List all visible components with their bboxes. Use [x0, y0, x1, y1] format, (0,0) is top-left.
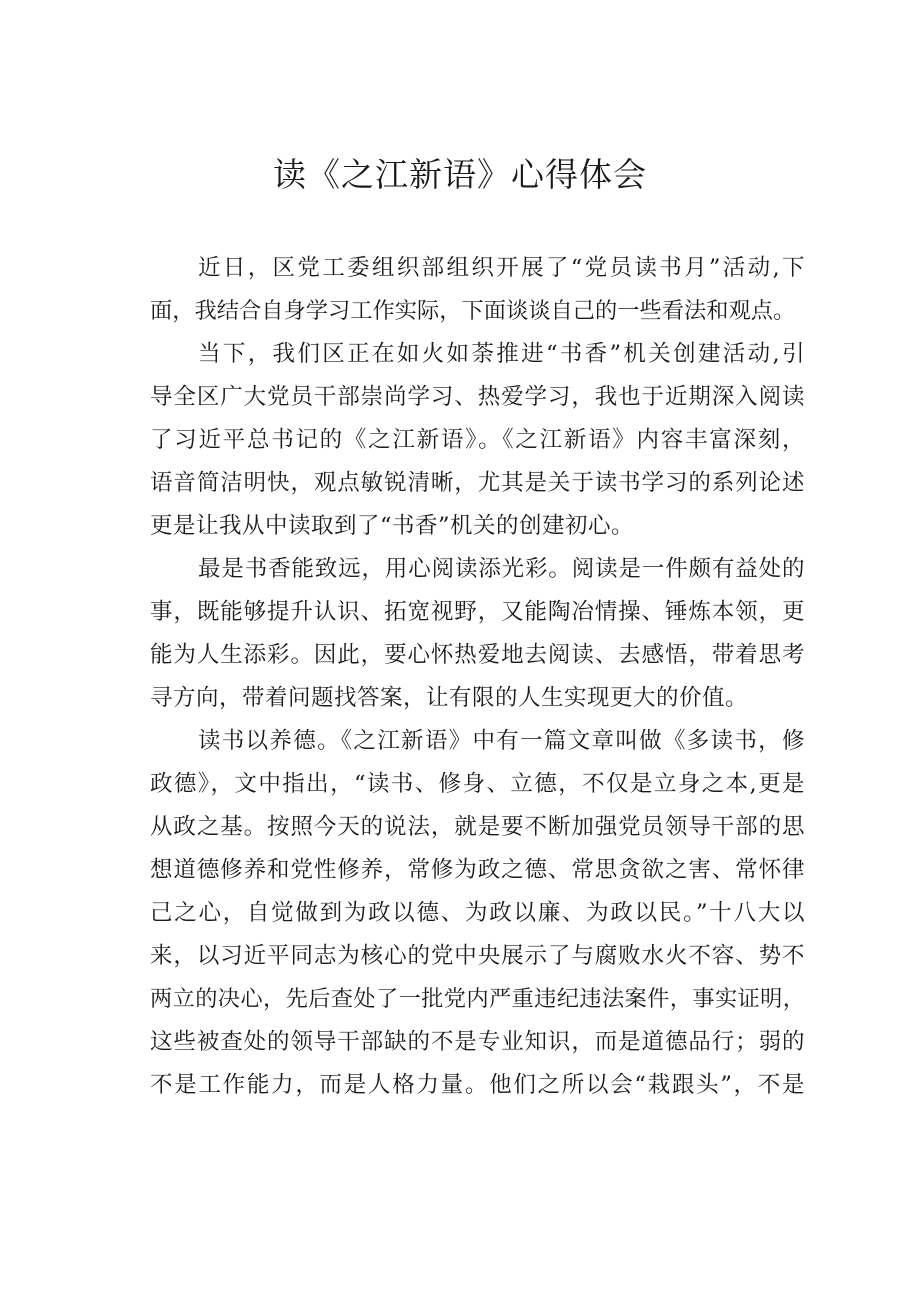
- paragraph-4-line-7: 两立的决心，先后查处了一批党内严重违纪违法案件，事实证明，: [150, 986, 805, 1012]
- paragraph-4-line-9: 不是工作能力，而是人格力量。他们之所以会“栽跟头”，不是: [150, 1072, 805, 1098]
- paragraph-2-line-3: 了习近平总书记的《之江新语》。《之江新语》内容丰富深刻，: [150, 427, 805, 453]
- paragraph-4-line-4: 想道德修养和党性修养，常修为政之德、常思贪欲之害、常怀律: [150, 857, 805, 883]
- paragraph-3-line-2: 事，既能够提升认识、拓宽视野，又能陶冶情操、锤炼本领，更: [150, 599, 805, 625]
- paragraph-3-line-3: 能为人生添彩。因此，要心怀热爱地去阅读、去感悟，带着思考: [150, 642, 805, 668]
- paragraph-4-line-3: 从政之基。按照今天的说法，就是要不断加强党员领导干部的思: [150, 814, 805, 840]
- paragraph-2-line-5: 更是让我从中读取到了“书香”机关的创建初心。: [150, 513, 635, 539]
- paragraph-4-line-8: 这些被查处的领导干部缺的不是专业知识，而是道德品行；弱的: [150, 1029, 805, 1055]
- paragraph-4-line-6: 来，以习近平同志为核心的党中央展示了与腐败水火不容、势不: [150, 943, 805, 969]
- paragraph-2-line-1: 当下，我们区正在如火如荼推进“书香”机关创建活动,引: [198, 341, 805, 367]
- paragraph-1-line-2: 面，我结合自身学习工作实际，下面谈谈自己的一些看法和观点。: [150, 298, 796, 324]
- paragraph-2-line-2: 导全区广大党员干部崇尚学习、热爱学习，我也于近期深入阅读: [150, 384, 805, 410]
- paragraph-1-line-1: 近日，区党工委组织部组织开展了“党员读书月”活动,下: [198, 255, 805, 281]
- paragraph-4-line-5: 己之心，自觉做到为政以德、为政以廉、为政以民。”十八大以: [150, 900, 805, 926]
- paragraph-3-line-1: 最是书香能致远，用心阅读添光彩。阅读是一件颇有益处的: [198, 556, 805, 582]
- paragraph-3-line-4: 寻方向，带着问题找答案，让有限的人生实现更大的价值。: [150, 685, 749, 711]
- paragraph-2-line-4: 语音简洁明快，观点敏锐清晰，尤其是关于读书学习的系列论述: [150, 470, 805, 496]
- paragraph-4-line-1: 读书以养德。《之江新语》中有一篇文章叫做《多读书，修: [198, 728, 805, 754]
- paragraph-4-line-2: 政德》，文中指出，“读书、修身、立德，不仅是立身之本,更是: [150, 771, 805, 797]
- document-title: 读《之江新语》心得体会: [273, 155, 647, 194]
